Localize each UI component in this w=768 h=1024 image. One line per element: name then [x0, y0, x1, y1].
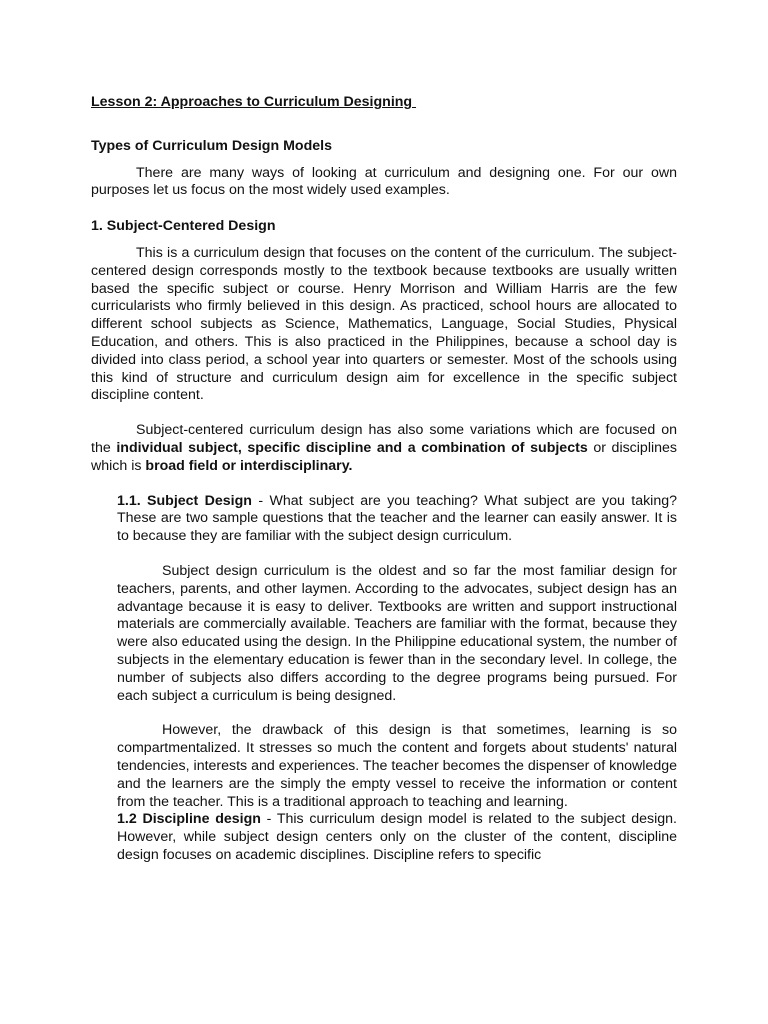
subject-design-heading: 1.1. Subject Design [117, 492, 252, 509]
subject-design-section [117, 493, 677, 865]
lesson-title: Lesson 2: Approaches to Curriculum Designing [91, 94, 417, 110]
variations-bold-1: individual subject, specific discipline and a combination of subjects [116, 439, 588, 456]
subject-design-paragraph-1: Subject design curriculum is the oldest and so far the most familiar design for teachers, parents, and other laymen. According to the advocates, subject design has an advantage because it is easy to deliver. Textbooks are written and support instructional materials are commercially available. Teachers are familiar with the format, because they were also educated using the design. In the Philippine educational system, the number of subjects in the elementary education is fewer than in the secondary level. In college, the number of subjects also differs according to the degree programs being pursued. For each subject a curriculum is being designed. [117, 562, 677, 704]
discipline-design-lead-text: - This curriculum design model is related to the subject design. However, while subject design centers only on the cluster of the content, discipline design focuses on academic disciplines. Discipline refers to specific [117, 811, 677, 863]
subject-centered-paragraph-1: This is a curriculum design that focuses on the content of the curriculum. The subject-centered design corresponds mostly to the textbook because textbooks are usually written based the specific subject or course. Henry Morrison and William Harris are the few curricularists who firmly believed in this design. As practiced, school hours are allocated to different school subjects as Science, Mathematics, Language, Social Studies, Physical Education, and others. This is also practiced in the Philippines, because a school day is divided into class period, a school year into quarters or semester. Most of the schools using this kind of structure and curriculum design aim for excellence in the specific subject discipline content. [91, 244, 677, 404]
section-heading: Types of Curriculum Design Models [91, 137, 332, 154]
subject-centered-heading: 1. Subject-Centered Design [91, 218, 276, 235]
discipline-design-heading: 1.2 Discipline design [117, 811, 261, 828]
variations-text-1: Subject-centered curriculum design has also some variations which are focused on the [91, 422, 677, 456]
subject-design-lead-text: - What subject are you teaching? What subject are you taking? These are two sample questions that the teacher and the learner can easily answer. It is to because they are familiar with the subject design curriculum. [117, 492, 677, 545]
subject-centered-paragraph-2 [91, 422, 677, 475]
document-page [91, 94, 677, 865]
variations-bold-2: broad field or interdisciplinary. [145, 457, 353, 474]
intro-paragraph: There are many ways of looking at curriculum and designing one. For our own purposes let us focus on the most widely used examples. [91, 164, 677, 199]
subject-design-paragraph-2: However, the drawback of this design is that sometimes, learning is so compartmentalized. It stresses so much the content and forgets about students' natural tendencies, interests and experiences. The teacher becomes the dispenser of knowledge and the learners are the simply the empty vessel to receive the information or content from the teacher. This is a traditional approach to teaching and learning. [117, 722, 677, 810]
variations-text-2: or disciplines which is [91, 439, 678, 474]
discipline-design-lead [117, 811, 677, 864]
subject-design-lead [117, 493, 677, 546]
